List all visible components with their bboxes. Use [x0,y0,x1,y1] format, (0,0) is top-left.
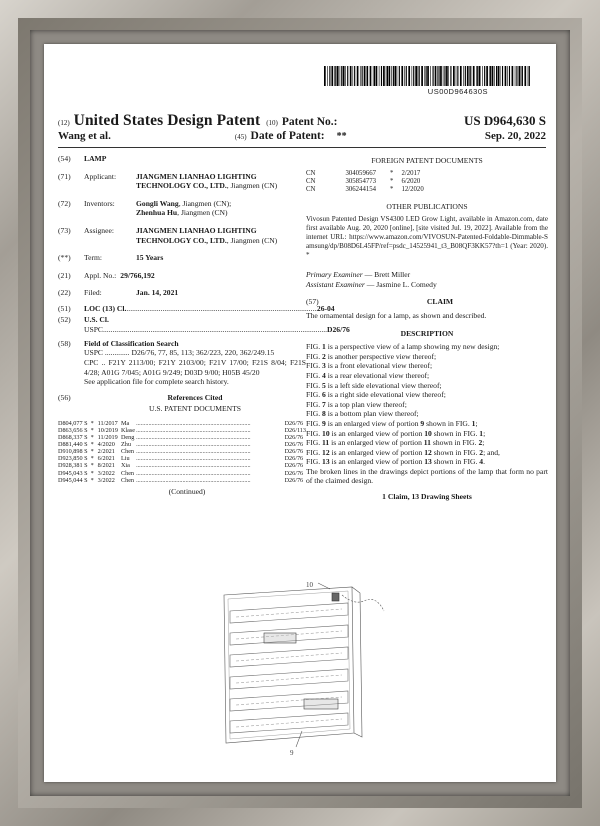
foreign-patent-no: 306244154 [345,185,377,193]
reference-row [58,427,306,434]
barcode-bar [327,66,328,86]
reference-date: 3/2022 [97,476,115,484]
left-column [58,154,350,496]
reference-no: D804,077 S [58,419,88,427]
header-row-1 [58,112,546,130]
reference-date: 8/2021 [97,462,115,470]
barcode-bar [496,66,497,86]
reference-star: * [90,462,94,470]
barcode-bar [509,66,510,86]
barcode-bar [529,66,530,86]
dot-leader [136,441,284,448]
figure-description: FIG. 9 is an enlarged view of portion 9 shown in FIG. 1; [306,418,478,428]
lamp-panel-outline [224,587,354,743]
reference-row [58,420,306,427]
us-patent-docs-title: U.S. PATENT DOCUMENTS [149,404,241,414]
reference-cls: D26/76 [284,476,304,484]
reference-name: Deng [120,434,135,442]
barcode-bar [324,66,326,86]
barcode-bar [360,66,361,86]
references-table-wrap [58,420,306,484]
barcode-bar [448,66,449,86]
barcode-bar [335,66,336,86]
barcode-bar [379,66,380,86]
refs-header: (56) References Cited [58,392,223,402]
barcode-bar [507,66,508,86]
claims-summary: 1 Claim, 13 Drawing Sheets [382,492,472,502]
fpd-title: FOREIGN PATENT DOCUMENTS [371,156,483,165]
barcode-bar [444,66,445,86]
barcode-bar [374,66,375,86]
barcode-bar [334,66,335,86]
barcode-bar [366,66,367,86]
reference-name: Xia [120,462,130,470]
barcode-bar [331,66,333,86]
barcode-bar [424,66,425,86]
barcode-bar [418,66,419,86]
barcode-bar [435,66,437,86]
barcode-text: US00D964630S [427,87,488,96]
barcode-bar [357,66,359,86]
barcode-bar [494,66,495,86]
reference-row [58,455,306,462]
barcode-bar [515,66,516,86]
barcode-bar [484,66,485,86]
reference-cls: D26/76 [284,434,304,442]
barcode-bar [500,66,501,86]
reference-cls: D26/113 [284,426,306,434]
barcode-bar [364,66,366,86]
barcode-bar [521,66,522,86]
header-row-2 [58,130,546,142]
foreign-patent-no: 305854773 [345,177,377,185]
appl-field: (21) Appl. No.: 29/766,192 [58,270,155,280]
reference-name: Zhu [120,441,131,449]
barcode-bar [470,66,471,86]
barcode-bar [391,66,392,86]
reference-date: 11/2017 [97,419,118,427]
barcode-bar [386,66,387,86]
reference-name: Liu [120,455,130,463]
figure-description: FIG. 3 is a front elevational view thereof; [306,361,433,371]
lamp-light-bar [230,669,348,689]
foreign-patent-cc: CN [306,177,316,185]
loc-field: (51) LOC (13) Cl. ..... 26-04 [58,304,306,314]
reference-no: D945,044 S [58,476,88,484]
lamp-light-bars [230,603,348,733]
figure-description: FIG. 12 is an enlarged view of portion 12 shown in FIG. 2; and, [306,447,500,457]
header-rule [58,147,546,148]
lamp-light-bar [230,603,348,623]
figure-description: FIG. 5 is a left side elevational view thereof; [306,380,442,390]
barcode-bar [469,66,470,86]
barcode-bar [477,66,478,86]
reference-no: D863,656 S [58,426,88,434]
barcode-bar [343,66,345,86]
inventors-field: (72) Inventors: Gongli Wang, Jiangmen (CN); Zhenhua Hu, Jiangmen (CN) [58,198,232,218]
barcode-bar [516,66,517,86]
right-column [306,154,548,506]
reference-row [58,470,306,477]
barcode-graphic [324,66,530,86]
title-text: LAMP [84,154,107,163]
reference-star: * [90,441,94,449]
barcode-bar [519,66,521,86]
barcode-bar [399,66,400,86]
barcode-bar [502,66,503,86]
barcode-bar [524,66,526,86]
foreign-patent-no: 304059667 [345,169,377,177]
barcode-bar [440,66,442,86]
foreign-patent-row [306,178,432,186]
barcode-bar [438,66,439,86]
broken-lines-note: The broken lines in the drawings depict portions of the lamp that form no part of the claimed design. [306,466,548,486]
patno-label: Patent No.: [281,116,338,128]
barcode-bar [413,66,414,86]
foreign-patent-date: 6/2020 [401,177,421,185]
reference-cls: D26/76 [284,448,304,456]
barcode-bar [397,66,398,86]
references-table [58,420,306,484]
reference-row [58,441,306,448]
authors: Wang et al. [58,130,111,142]
barcode-bar [465,66,466,86]
barcode-bar [490,66,491,86]
barcode-bar [437,66,438,86]
barcode-bar [473,66,475,86]
lamp-led-row [236,675,342,683]
barcode-bar [498,66,500,86]
barcode-bar [408,66,410,86]
reference-star: * [90,476,94,484]
barcode-bar [482,66,483,86]
reference-star: * [90,469,94,477]
reference-name: Chen [120,476,135,484]
reference-no: D945,043 S [58,469,88,477]
figure-description: FIG. 6 is a right side elevational view thereof; [306,390,446,400]
reference-row [58,448,306,455]
foreign-patent-row [306,170,432,178]
title-field: (54) LAMP [58,154,107,163]
leader-line-top [318,583,330,589]
figure-description: FIG. 4 is a rear elevational view thereof; [306,370,430,380]
barcode-bar [456,66,457,86]
foreign-patent-date: 12/2020 [401,185,424,193]
barcode-bar [467,66,469,86]
reference-cls: D26/76 [284,419,304,427]
foreign-patent-row [306,186,432,194]
reference-no: D910,898 S [58,448,88,456]
barcode-bar [347,66,348,86]
doc-type-title: United States Design Patent [73,112,261,129]
lamp-connector [332,593,339,601]
reference-star: * [90,434,94,442]
barcode-bar [430,66,431,86]
patno-tag: (10) [266,119,278,127]
barcode-bar [406,66,407,86]
claim-text: The ornamental design for a lamp, as shown and described. [306,310,487,320]
barcode-bar [476,66,477,86]
barcode-bar [370,66,372,86]
barcode-bar [522,66,523,86]
figure-description: FIG. 7 is a top plan view thereof; [306,399,407,409]
lamp-driver-box-top [264,633,296,643]
barcode-bar [512,66,514,86]
foreign-patent-star: * [390,169,394,177]
reference-row [58,462,306,469]
barcode-bar [341,66,342,86]
foreign-patent-table [306,170,432,194]
figure-description: FIG. 13 is an enlarged view of portion 13 shown in FIG. 4. [306,457,485,467]
barcode-bar [381,66,382,86]
barcode-bar [421,66,423,86]
figure-description: FIG. 10 is an enlarged view of portion 10 shown in FIG. 1; [306,428,486,438]
barcode-bar [393,66,394,86]
reference-star: * [90,426,94,434]
reference-name: Klase [120,426,136,434]
patno-value: US D964,630 S [464,113,546,128]
reference-cls: D26/76 [284,469,304,477]
barcode-bar [383,66,385,86]
barcode-bar [337,66,339,86]
foreign-patent-cc: CN [306,169,316,177]
reference-star: * [90,448,94,456]
date-label: Date of Patent: [250,130,325,142]
lamp-drawing [214,581,404,755]
reference-star: * [90,455,94,463]
barcode-bar [486,66,488,86]
barcode-bar [528,66,529,86]
patent-document [44,44,556,782]
barcode-bar [453,66,455,86]
continued-label: (Continued) [168,486,206,496]
lamp-led-row [236,719,342,727]
field-search: (58) Field of Classification Search USPC ............. D26/76, 77, 85, 113; 362/223, 220, 362/249.15 CPC .. F21Y 2113/00; F21Y 2103/00; F21V 17/00; F21S 8/04; F21S 4/28; A01G 7/045; A01G 9/249; D03D 9/00; H05B 45/20 See application file for complete search history. [58,338,306,387]
drawing-label-9: 9 [290,749,294,755]
barcode-bar [404,66,405,86]
description-title: DESCRIPTION [400,328,454,338]
dot-leader [136,455,284,462]
reference-no: D868,337 S [58,434,88,442]
figure-description: FIG. 2 is another perspective view thereof; [306,351,437,361]
reference-date: 3/2022 [97,469,115,477]
barcode-bar [362,66,363,86]
dot-leader [136,434,284,441]
barcode-bar [387,66,388,86]
lamp-led-row [236,653,342,661]
barcode-bar [373,66,374,86]
uscl-sub-field: USPC ..... D26/76 [58,325,306,335]
figure-description: FIG. 1 is a perspective view of a lamp showing my new design; [306,342,500,352]
barcode-bar [427,66,429,86]
barcode-bar [479,66,481,86]
drawing-label-10: 10 [306,581,313,589]
barcode-bar [353,66,354,86]
lamp-light-bar [230,647,348,667]
barcode-bar [450,66,451,86]
barcode-bar [412,66,413,86]
filed-field: (22) Filed: Jan. 14, 2021 [58,288,179,298]
figure-description: FIG. 8 is a bottom plan view thereof; [306,409,419,419]
foreign-patent-date: 2/2017 [401,169,421,177]
lamp-light-bar [230,713,348,733]
date-value: Sep. 20, 2022 [484,130,546,142]
reference-no: D928,381 S [58,462,88,470]
barcode-bar [446,66,448,86]
doc-type-tag: (12) [58,119,70,127]
reference-cls: D26/76 [284,441,304,449]
date-stars: ** [336,131,347,142]
claim-header: (57) CLAIM [306,297,454,307]
barcode-bar [492,66,494,86]
barcode-bar [389,66,391,86]
dot-leader [136,462,284,469]
reference-cls: D26/76 [284,455,304,463]
barcode-bar [463,66,464,86]
reference-name: Chen [120,469,135,477]
reference-name: Ma [120,419,130,427]
figure-descriptions [306,342,548,467]
reference-date: 10/2019 [97,426,118,434]
reference-row [58,434,306,441]
barcode-bar [340,66,341,86]
uscl-field: (52) U.S. Cl. [58,314,109,324]
foreign-patent-cc: CN [306,185,316,193]
barcode-bar [426,66,427,86]
barcode-bar [401,66,403,86]
dot-leader [136,420,284,427]
reference-cls: D26/76 [284,462,304,470]
reference-date: 11/2019 [97,434,118,442]
reference-date: 6/2021 [97,455,115,463]
barcode-bar [489,66,490,86]
barcode-bar [419,66,420,86]
other-pubs-text: Vivosun Patented Design VS4300 LED Grow Light, available in Amazon.com, date first available Aug. 20, 2020 [online], [site visited Jul. 19, 2022]. Available from the internet URL: https://www.amazon.com/VIVOSUN-Patented-Foldable-Dimmable-Samsung/dp/B08D6L45FP/ref=psdc_14525941_t3_B08QF3KK57?th=1 (Year: 2020).* [306,215,548,260]
reference-date: 2/2021 [97,448,115,456]
term-field: (**) Term: 15 Years [58,253,164,263]
barcode-bar [415,66,417,86]
lamp-driver-box-bottom [304,699,338,709]
reference-row [58,477,306,484]
barcode-bar [329,66,330,86]
foreign-patent-star: * [390,185,394,193]
barcode-bar [460,66,462,86]
primary-examiner: Primary Examiner — Brett Miller [306,270,411,280]
barcode-bar [345,66,346,86]
assignee-field: (73) Assignee: JIANGMEN LIANHAO LIGHTING TECHNOLOGY CO., LTD., Jiangmen (CN) [58,225,278,245]
reference-star: * [90,419,94,427]
barcode-bar [457,66,458,86]
barcode-bar [354,66,355,86]
reference-date: 4/2020 [97,441,115,449]
dot-leader [136,477,284,484]
barcode-bar [394,66,396,86]
figure-description: FIG. 11 is an enlarged view of portion 11 shown in FIG. 2; [306,438,485,448]
barcode-bar [367,66,368,86]
assistant-examiner: Assistant Examiner — Jasmine L. Comedy [306,279,437,289]
lamp-led-row [236,609,342,617]
reference-no: D881,440 S [58,441,88,449]
barcode-bar [505,66,507,86]
barcode-bar [443,66,444,86]
dot-leader [136,448,284,455]
date-tag: (45) [234,133,247,141]
reference-no: D923,850 S [58,455,88,463]
dot-leader [136,470,284,477]
barcode-bar [350,66,352,86]
foreign-patent-star: * [390,177,394,185]
other-pubs-title: OTHER PUBLICATIONS [386,201,468,211]
applicant-field: (71) Applicant: JIANGMEN LIANHAO LIGHTING TECHNOLOGY CO., LTD., Jiangmen (CN) [58,171,278,191]
reference-name: Chen [120,448,135,456]
barcode-bar [376,66,378,86]
dot-leader [136,427,284,434]
barcode-bar [433,66,434,86]
